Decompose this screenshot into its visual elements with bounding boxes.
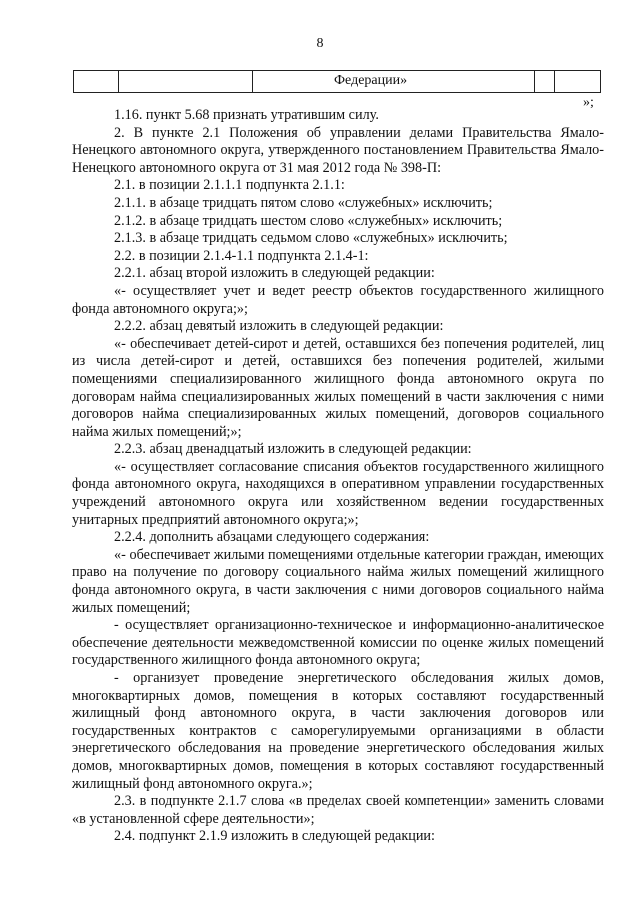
paragraph-quote-write-off: «- осуществляет согласование списания объектов государственного жилищного фонда автономного округа, находящихся в оперативном управлении государственных учреждений автономного округа или хозяйственном ведении государственных унитарных предприятий автономного округа;»; bbox=[72, 458, 604, 528]
paragraph-2-2: 2.2. в позиции 2.1.4-1.1 подпункта 2.1.4-1: bbox=[114, 247, 369, 264]
page-number: 8 bbox=[316, 36, 324, 51]
table-cell-divider bbox=[252, 71, 253, 92]
paragraph-2-1-3: 2.1.3. в абзаце тридцать седьмом слово «служебных» исключить; bbox=[114, 230, 508, 247]
paragraph-2-2-3: 2.2.3. абзац двенадцатый изложить в следующей редакции: bbox=[114, 441, 472, 458]
paragraph-2-2-1: 2.2.1. абзац второй изложить в следующей редакции: bbox=[114, 265, 435, 282]
paragraph-2-4: 2.4. подпункт 2.1.9 изложить в следующей редакции: bbox=[114, 828, 435, 845]
paragraph-2-2-4: 2.2.4. дополнить абзацами следующего содержания: bbox=[114, 529, 430, 546]
paragraph-2-2-2: 2.2.2. абзац девятый изложить в следующей редакции: bbox=[114, 318, 444, 335]
paragraph-quote-registry: «- осуществляет учет и ведет реестр объектов государственного жилищного фонда автономного округа;»; bbox=[72, 282, 604, 317]
table-fragment-row bbox=[73, 70, 601, 93]
paragraph-quote-housing-categories: «- обеспечивает жилыми помещениями отдельные категории граждан, имеющих право на получение по договору социального найма жилых помещений жилищного фонда автономного округа, в части заключения с ними договоров социального найма жилых помещений; bbox=[72, 546, 604, 616]
paragraph-2-3: 2.3. в подпункте 2.1.7 слова «в пределах своей компетенции» заменить словами «в установленной сфере деятельности»; bbox=[72, 793, 604, 827]
paragraph-energy-survey: - организует проведение энергетического обследования жилых домов, многоквартирных домов, помещения в которых составляют государственный жилищный фонд автономного округа, в части заключения договоров или государственных контрактов с саморегулируемыми организациями в области энергетического обследования на проведение энергетического обследования жилых домов, многоквартирных домов, помещения в которых составляют государственный жилищный фонд автономного округа.»; bbox=[72, 670, 604, 792]
table-cell-divider bbox=[534, 71, 535, 92]
paragraph-commission-support: - осуществляет организационно-техническое и информационно-аналитическое обеспечение деятельности межведомственной комиссии по оценке жилых помещений государственного жилищного фонда автономного округа; bbox=[72, 617, 604, 669]
paragraph-2-1-1: 2.1.1. в абзаце тридцать пятом слово «служебных» исключить; bbox=[114, 194, 493, 211]
paragraph-2: 2. В пункте 2.1 Положения об управлении делами Правительства Ямало-Ненецкого автономного округа, утвержденного постановлением Правительства Ямало-Ненецкого автономного округа от 31 мая 2012 года № 398-П: bbox=[72, 124, 604, 176]
paragraph-2-1-2: 2.1.2. в абзаце тридцать шестом слово «служебных» исключить; bbox=[114, 212, 503, 229]
paragraph-2-1: 2.1. в позиции 2.1.1.1 подпункта 2.1.1: bbox=[114, 177, 345, 194]
table-cell-divider bbox=[554, 71, 555, 92]
body-text bbox=[72, 107, 604, 846]
table-cell-text: Федерации» bbox=[334, 73, 408, 88]
table-cell-divider bbox=[118, 71, 119, 92]
closing-quote: »; bbox=[583, 95, 594, 110]
paragraph-1-16: 1.16. пункт 5.68 признать утратившим силу. bbox=[114, 107, 379, 123]
paragraph-quote-orphans: «- обеспечивает детей-сирот и детей, оставшихся без попечения родителей, лиц из числа детей-сирот и детей, оставшихся без попечения родителей, жилыми помещениями специализированного жилищного фонда автономного округа по договорам найма специализированных жилых помещений в части заключения с ними договоров найма специализированных жилых помещений, договоров социального найма жилых помещений;»; bbox=[72, 335, 604, 440]
